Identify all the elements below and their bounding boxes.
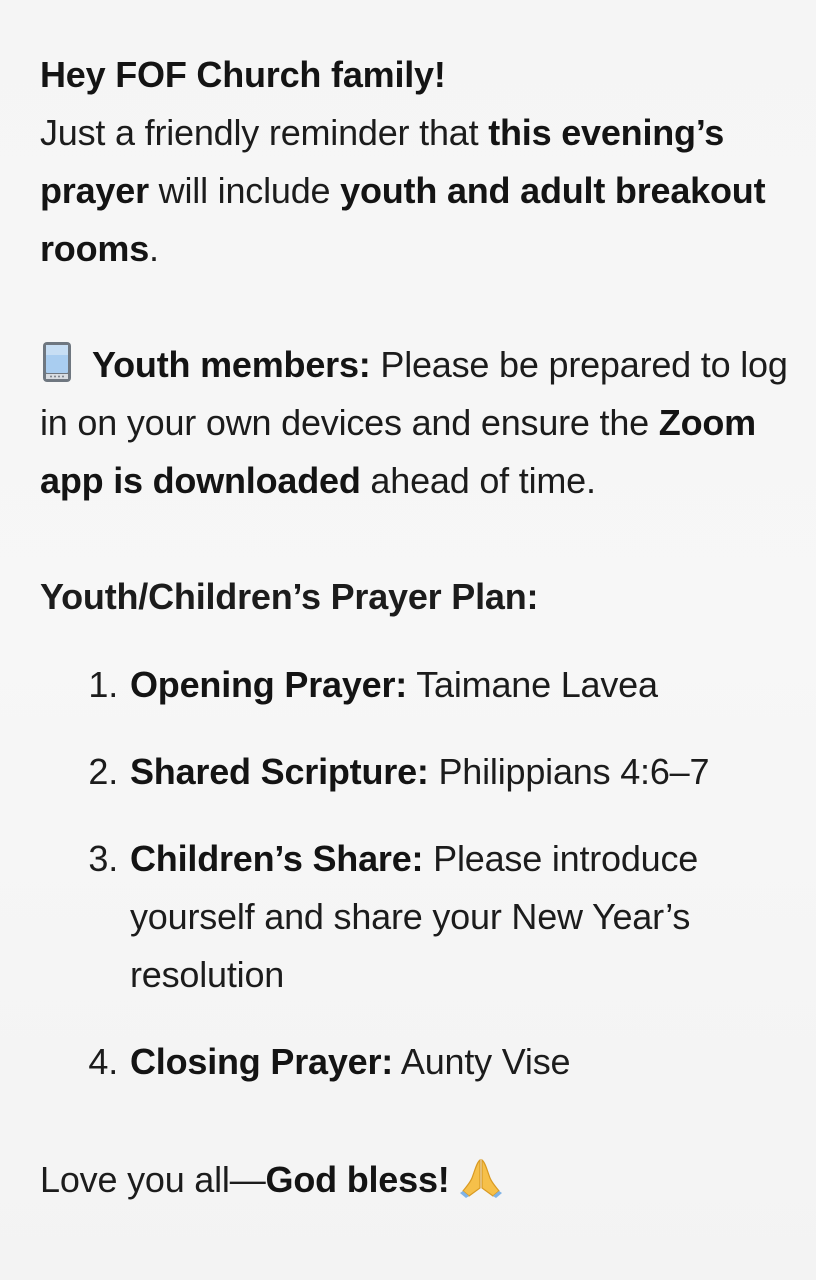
mobile-phone-icon	[40, 341, 74, 383]
prayer-plan-heading: Youth/Children’s Prayer Plan:	[40, 576, 539, 617]
plan-item-text: Philippians 4:6–7	[428, 751, 710, 792]
plan-item-number: 1.	[88, 664, 118, 705]
plan-item-label: Shared Scripture:	[130, 751, 429, 792]
plan-item-closing-prayer	[40, 1033, 790, 1091]
reminder-breakout-rooms: youth and adult breakout rooms	[40, 170, 766, 269]
youth-note-text	[40, 336, 790, 510]
praying-hands-icon	[460, 1157, 502, 1197]
prayer-plan-list	[40, 656, 790, 1091]
plan-item-number: 3.	[88, 838, 118, 879]
plan-item-label: Closing Prayer:	[130, 1041, 394, 1082]
greeting-title: Hey FOF Church family!	[40, 54, 446, 95]
reminder-middle: will include	[148, 170, 341, 211]
signoff-blessing: God bless!	[265, 1159, 450, 1200]
plan-item-label: Opening Prayer:	[130, 664, 408, 705]
reminder-period: .	[149, 228, 159, 269]
youth-note-body: Please be prepared to log in on your own devices and ensure the	[40, 344, 788, 443]
reminder-intro: Just a friendly reminder that	[40, 112, 489, 153]
plan-item-shared-scripture	[40, 743, 790, 801]
plan-item-text: Please introduce yourself and share your New Year’s resolution	[130, 838, 699, 995]
greeting-section	[40, 46, 790, 278]
signoff-line	[40, 1151, 790, 1209]
plan-item-body	[118, 830, 740, 1004]
signoff-text: Love you all—	[40, 1159, 266, 1200]
plan-item-opening-prayer	[40, 656, 790, 714]
zoom-app-note: Zoom app is downloaded	[40, 402, 756, 501]
youth-note-end: ahead of time.	[360, 460, 596, 501]
message-body	[40, 46, 790, 1209]
plan-item-number: 2.	[88, 751, 118, 792]
plan-item-text: Aunty Vise	[393, 1041, 571, 1082]
plan-item-text: Taimane Lavea	[407, 664, 658, 705]
plan-item-childrens-share	[40, 830, 790, 1004]
plan-item-number: 4.	[88, 1041, 118, 1082]
greeting-line	[40, 46, 790, 104]
reminder-text	[40, 104, 790, 278]
plan-item-body	[118, 743, 740, 801]
plan-item-body	[118, 1033, 740, 1091]
plan-item-label: Children’s Share:	[130, 838, 424, 879]
youth-note-section	[40, 336, 790, 510]
youth-members-label: Youth members:	[92, 344, 371, 385]
plan-item-body	[118, 656, 740, 714]
reminder-evening-prayer: this evening’s prayer	[40, 112, 725, 211]
